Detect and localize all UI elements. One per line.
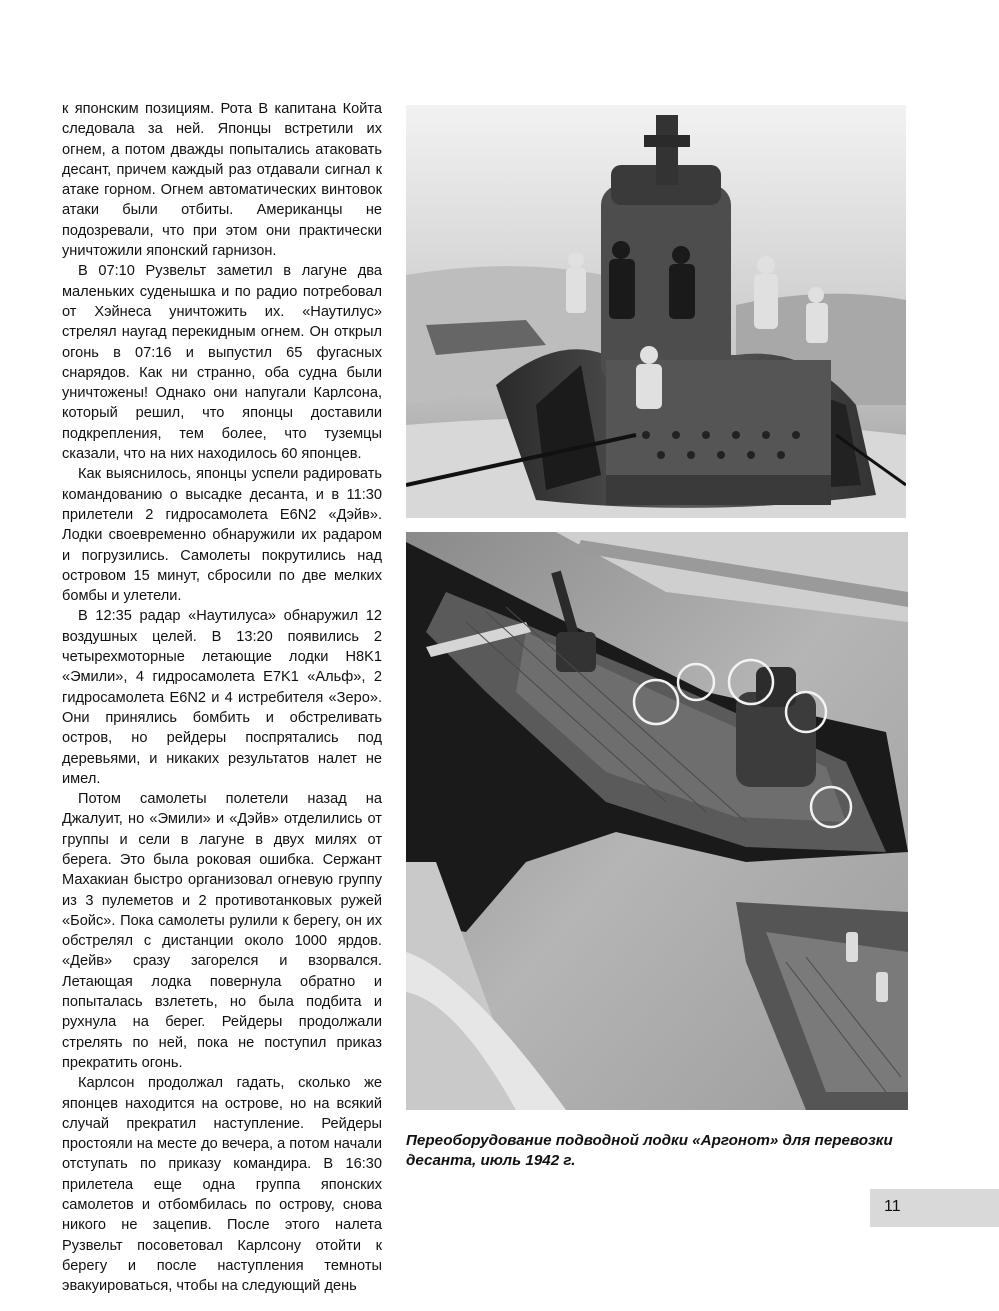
article-column [62, 99, 382, 1297]
paragraph-1: к японским позициям. Рота В капитана Койта следовала за ней. Японцы встретили их огнем, а потом дважды попытались атаковать десант, причем каждый раз отдавали сигнал к атаке горном. Огнем автоматических винтовок атаки были отбиты. Американцы не подозревали, что при этом они практически уничтожили японский гарнизон. [62, 101, 382, 260]
paragraph-2: В 07:10 Рузвельт заметил в лагуне два маленьких суденышка и по радио потребовал от Хэйнеса уничтожить их. «Наутилус» стрелял наугад перекидным огнем. Он открыл огонь в 07:16 и выпустил 65 фугасных снарядов. Как ни странно, оба судна были уничтожены! Однако они напугали Карлсона, который решил, что японцы доставили подкрепления, тем более, что туземцы сказали, что на них находилось 60 японцев. [62, 263, 382, 463]
submarines-pier-illustration [406, 532, 908, 1110]
paragraph-6: Карлсон продолжал гадать, сколько же японцев находится на острове, но на всякий случай прекратил наступление. Рейдеры простояли на месте до вечера, а потом начали отступать по приказу командира. В 16:30 прилетела еще одна группа японских самолетов и отбомбилась по острову, снова никого не зацепив. После этого налета Рузвельт посоветовал Карлсону отойти к берегу и после наступления темноты эвакуироваться, чтобы на следующий день [62, 1075, 382, 1295]
submarine-tower-illustration [406, 105, 906, 518]
paragraph-3: Как выяснилось, японцы успели радировать командованию о высадке десанта, и в 11:30 прилетели 2 гидросамолета E6N2 «Дэйв». Лодки своевременно обнаружили их радаром и погрузились. Самолеты покрутились над островом 15 минут, сбросили по две мелких бомбы и улетели. [62, 466, 382, 605]
photo-caption: Переоборудование подводной лодки «Аргонот» для перевозки десанта, июль 1942 г. [406, 1132, 893, 1169]
submarines-pier-photo [406, 532, 908, 1110]
paragraph-5: Потом самолеты полетели назад на Джалуит, но «Эмили» и «Дэйв» отделились от группы и сели в лагуне в двух милях от берега. Это была роковая ошибка. Сержант Махакиан быстро организовал огневую группу из 3 пулеметов и 2 противотанковых ружей «Бойс». Пока самолеты рулили к берегу, он их обстрелял с дистанции около 1000 ярдов. «Дейв» сразу загорелся и взорвался. Летающая лодка повернула обратно и попыталась взлететь, но была подбита и рухнула на берег. Рейдеры продолжали стрелять по ней, пока не поступил приказ прекратить огонь. [62, 791, 382, 1071]
paragraph-4: В 12:35 радар «Наутилуса» обнаружил 12 воздушных целей. В 13:20 появились 2 четырехмоторные летающие лодки H8K1 «Эмили», 4 гидросамолета E7K1 «Альф», 2 гидросамолета E6N2 и 4 истребителя «Зеро». Они принялись бомбить и обстреливать остров, но рейдеры поспрятались под деревьями, и никаких результатов налет не имел. [62, 608, 382, 787]
page-number-tab [870, 1189, 999, 1227]
submarine-tower-photo [406, 105, 906, 518]
page-number: 11 [884, 1198, 901, 1215]
